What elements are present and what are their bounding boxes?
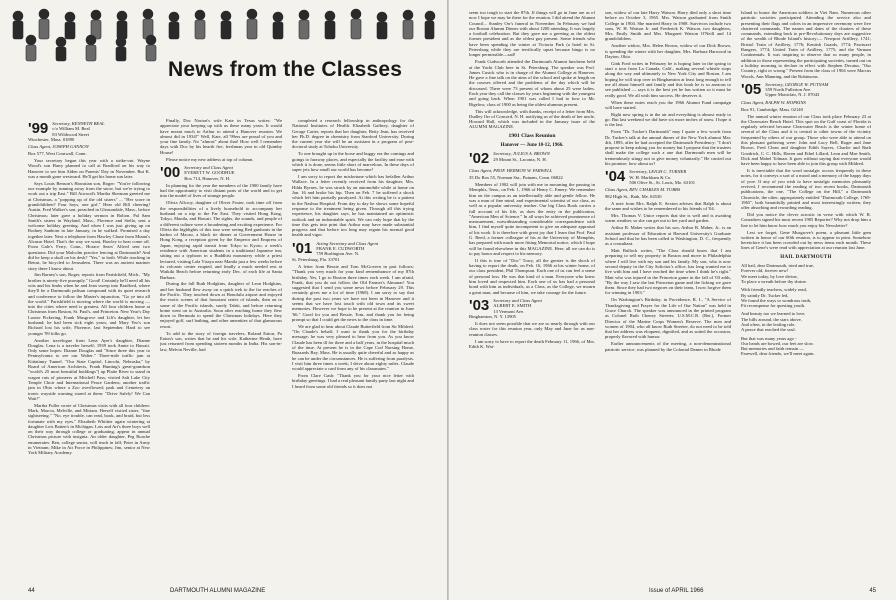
class-agent-address: Box 91, Cambridge, Mass. 02140 xyxy=(741,106,803,112)
poem-line: Farewell, dear friends, we'll meet again. xyxy=(741,351,815,357)
article-paragraph: Another travelogue from Lena Ayer's daughter, Dianne Douglas. Lena is a traveler herself; 1939 took Annie to Hawaii. Only some hopes: Dianne Douglas and "Since three this year to Pennsylvania to see our Walter." Three-mile traffic jam at Kittatinny Tunnel. "Our State Capitol, Lincoln, Nebraska," by Board of American Architects, Frank Hunting's great-grandson "world's 25 most beautiful buildings") up Platte River to stand in wagon ruts of pioneers at Mitchell Pass; visited Salt Lake City Temple Choir and International Peace Gardens; another traffic jam in Ohio where a Zoo overflowed; park and Cemetery an ironic wayside warning stared at them: "Drive Safely! We Can Wait!" xyxy=(28,337,150,401)
article-paragraph: Jim Barney's son, Roger, reports from Parishfield, Mich., "My brother is ninety-five promptly." Good! Certainly he'll need all his wits and his limbs when he and Jean sweep into Bradford, where they'll be a Dartmouth palisan compound with its quiet research and conference to follow the Master's injunction, "Go ye into all the world." Parishfield is moving where the world is moving — into the cities where need is greatest. All four children home at Christmas from Boston, St. Paul's, and Princeton. New Year's Day Louise Pickering, Frank Musgrove and Lili's daughter, let her husband; he had been sick eight years; and Mary Yeo's son Richard lost his wife, Florence, last September. Hard to see younger '99 folks go. xyxy=(28,272,150,336)
class-00-header xyxy=(160,165,282,181)
poem-title: HAIL DARTMOUTH xyxy=(780,254,832,260)
class-agent-address: 35 Do Box 55, Norman Sta., Putnam, Conn. 06822 xyxy=(469,175,563,181)
article-paragraph: Martha Fuller wrote of Christmas visits with all four children: Mark, Marcia, Melville, and Miriam. Herself visited sister, "fine sightseeing." "No, eye trouble, can read, book, and braid, but less fortunate with my eyes." Elizabeth Whittier again wintering at daughter Lois Batten's in Michigan. Lois and Art's three boys well on their way through college or graduating, appear in annual Christmas picture with insignia. An older daughter, Peg Roache enumerates: Ben, college senior, will teach in fall; Peter in Army in Vietnam; Mike in Air Force in Philippines; Jim, senior at New York Military Academy. xyxy=(28,402,150,456)
page-number: 44 xyxy=(28,588,35,594)
article-paragraph: Arthur B. Maher writes that his son, Arthur B. Maher, Jr., is an assistant professor of Education at Harvard University's Graduate School and that he has been called to Washington, D. C., frequently as a consultant. xyxy=(605,225,731,247)
poem-line: We found the ways to wondrous truth, xyxy=(741,297,812,303)
page-headline: News from the Classes xyxy=(168,58,403,81)
people-illustration xyxy=(6,4,436,64)
poem-line: But memories and faith remain — xyxy=(741,346,804,352)
right-page xyxy=(449,0,896,600)
article-paragraph: To one brought up in the horse and buggy era the comings and goings to faraway places, and especially the facility and ease with which it is done, seems little short of marvelous. In these days of super jets how small our world has become! xyxy=(292,151,414,173)
article-paragraph: Frank Cudworth attended the Dartmouth Alumni luncheon held at the Yacht Club here in St. Petersburg. The speaker was Prof. James Cusick who is in charge of the Alumni College at Hanover. He gave a fine talk on the aims of the school and spoke at length on the courses offered and the problems of the day which will be discussed. There were 73 present of whom about 25 were ladies. Each year they call the classes by years beginning with the youngest and going back. When 1901 was called I had to bow to Mr. Bigelow, class of 1900 as being the oldest alumnus present. xyxy=(469,59,595,107)
address-line: Binghamton, N. Y. 13905 xyxy=(469,313,516,319)
article-paragraph: Please notice my new address at top of column. xyxy=(166,156,254,162)
secretary-line: Secretary, JULIUS A. BROWN xyxy=(493,151,550,157)
article-paragraph: Matt Bullock writes, "The Class should know that I am preparing to sell my property in Boston and move to Philadelphia where I will live with my son and his family. My son, who is now second deputy in the City Solicitor's office, has long wanted me to live with him and I have reached the time when I think he's right." Matt who was injured in the Princeton game in the fall of '03 adds, "By the way I saw the last Princeton game and the licking we gave them. Since they had two negroes on their team, I now forgive them for winning in 1903." xyxy=(605,248,731,296)
address-line: c/o William M. Beal xyxy=(52,126,90,132)
class-01-header xyxy=(292,241,414,262)
article-paragraph: Island to honor the American soldiers in Viet Nam. Numerous other patriotic societies participated. Attending the service also and presenting their flags and colors in an impressive ceremony were five chartered commands. The names and dates of the charters of these commands, extending back to pre-Revolutionary days are suggestive of the wealth of Rhode Island's history:— Newport Artillery, 1741; Bristol Train of Artillery, 1776; Kentish Guards, 1774; Pawtuxet Rangers, 1774; United Train of Artillery, 1775; and the Varnum Continentals. It was inspiring to observe that so many people, in addition to those representing the participating societies, turned out on a holiday morning to declare in effect with Stephen Decatur, "Our Country, right or wrong." Present from the class of 1904 were Marcus Woods, Ann Manning, and the Robinsons. xyxy=(741,10,871,79)
article-paragraph: Olivia Allcroy, daughter of Oliver Foster, took time off from the responsibilities of a lively household to accompany her husband on a trip to the Far East. They visited Hong Kong, Tokyo, Manila, and Hawaii. The sights, the sounds, and people of a different culture were a broadening and exciting experience. For Olivia the highlights of this tour were seeing Red gunboats in the harbor of Macao, a black tie dinner at Government House in Hong Kong, a reception given by the Emperor and Empress of Japan, enjoying rapid transit from Tokyo to Kyoto, a week's residence with American students in a traditional Japanese inn, sitting out a typhoon in a Buddhist monastery while a priest lectured, visiting Lala Visaya near Manila just a few weeks before its volcanic center erupted, and finally a much needed rest at Waikiki Beach before returning early Dec. of each life at Santa Barbara. xyxy=(160,200,282,280)
class-agent-line: Class Agent, RALPH W. HOPKINS xyxy=(741,99,806,105)
page-number: 45 xyxy=(869,588,876,594)
left-column-1 xyxy=(28,118,150,586)
poem-line: With friendly teachers, widely read, xyxy=(741,287,807,293)
poem xyxy=(741,263,871,357)
address-line: 506 Olive St., St. Louis, Mo. 63101 xyxy=(629,179,695,185)
article-paragraph: Your secretary began this year with a strike-out. Wayne Wood's son Harry planned to call at Bradford on his way to Hanover to see him Alden on Parents' Day in November. But K. was a month gone westward. He'll get his home run later. xyxy=(28,157,150,179)
secretary-name: EVERETT W. GOODHUE xyxy=(184,170,235,176)
left-column-2 xyxy=(160,118,282,586)
article-paragraph: Members of 1902 will join with me in mourning the passing in Memphis, Tenn., on Feb. 1, 1966 of Henry C. Emery. We remember him on the campus as an intellectually able and gentle fellow. He was a man of fine mind, and experimental scientist of our class, as well as a popular university teacher. Our big Class Book carries a full account of his life, as does the entry in the publication, "American Men of Science." In all ways he achieved prominence of measurement, notwithstanding considerable correspondence with him, I find myself quite incompetent to give an adequate appraisal of his work. It is therefore with great joy that I learn that Prof. Paul G. Reed, a former colleague of his at the University of Memphis, has prepared with much more fitting Memorial notice, which I hope will be found elsewhere in this MAGAZINE. Here, all we can do is to pay honor and respect to his memory. xyxy=(469,182,595,256)
poem-line: Fit recompense for questing youth. xyxy=(741,303,806,309)
article-paragraph: Says Louis Benson's Hawaiian son, Roger: "You're following our example by running away from the snow, but we're trying to work out a trip East." Bill Atwood's Martha Sherman greeted me at Christmas, a "popping up of the old sisters" ... "Her score in grandchildren? Four boys, one girl." Hear old Bill cheering! Austin, Fred Walker's son, preached in Gleasondale, Mass., before Christmas; later gave a holiday sermon in Bolton. Pal Sam Smith's sisters in Wayland, Mass., Florence and Stella, sent a welcome holiday greeting. And when I was just giving up on Rodney Sanborn in late January, in he walked. Promised a day together later. Next a telephone from Hawley Chase from Miami's Alcazar Hotel. That's the way we want, Hawley to hear come off. From Gale's Ferry, Conn., Horace Sears' Alfred sent two questions: Did your Malcolm practice fencing at Dartmouth? And did he keep a skull on his desk? "Yes," to both. While teaching in Beirut, he bicycled to Jerusalem. There was an ancient mariner story there I know about. xyxy=(28,180,150,271)
right-column-2 xyxy=(605,10,731,584)
class-year: '04 xyxy=(605,169,626,186)
secretary-name: ALBERT E. SMITH xyxy=(493,303,532,309)
address-line: 83 Wildwood Street xyxy=(52,131,89,137)
poem-line: To place a wreath before thy shrine. xyxy=(741,278,807,284)
poem-line: And often, in the leafing role, xyxy=(741,322,796,327)
article-paragraph: son, widow of our late Harry Watson. Harry died only a short time before on October 3, 1965. Mrs. Watson graduated from Smith College in 1904. She married Harry in 1908. Survivors include two sons, W. H. Watson Jr. and Frederick K. Watson, two daughters, Mrs. Emily Smith and Mrs. Margaret Watson O'Neill and 14 grandchildren. xyxy=(605,10,731,42)
article-paragraph: I am sorry to report the misfortune which has befallen Arthur Wallace. In a letter recently received from his daughter, Mrs. Hilda Byrnes, he was struck by an automobile while at home on Jan. 16 and broke his hip. Then on Feb. 7 he suffered a shock which left him partially paralyzed. At this writing he is a patient in the Nashua Hospital. From day to day he shows some hopeful response to the treatment being given. Through all this trying experience, his daughter says, he has maintained an optimistic outlook and an indomitable spirit. We can only hope that by the time this gets into print that Arthur may have made substantial progress and that before too long may regain his normal good health and vigor. xyxy=(292,174,414,238)
secretary-line: Secretary, LEIGH C. TURNER xyxy=(629,169,687,175)
class-02-header xyxy=(469,151,595,166)
poem-line: Forever old, forever new! xyxy=(741,268,789,274)
poem-line: By saintly Dr. Tucker led, xyxy=(741,292,789,298)
secretary-name: FRANK E. CUDWORTH xyxy=(316,246,365,252)
address-line: Upper Montclair, N. J. 07043 xyxy=(765,92,820,98)
class-year: '02 xyxy=(469,151,490,167)
address-line: 13 Vermont Ave. xyxy=(493,308,525,314)
footer-title: Issue of APRIL 1966 xyxy=(649,588,704,594)
class-04-header xyxy=(605,169,731,185)
article-paragraph: Right now spring is in the air and everything is almost ready to go. But last weekend we did have six more inches of snow. I hope it is the last. xyxy=(605,111,731,128)
article-paragraph: I am sorry to have to report the death February 11, 1966, of Mrs. Edith K. Wat- xyxy=(469,338,595,349)
class-agent-line: Class Agent, PROF. HERMON W. FARWELL xyxy=(469,168,553,174)
address-line: 759 Burlington Ave. N. xyxy=(316,251,360,257)
article-paragraph: This will acknowledge, with thanks, receipt of a letter from Mrs. Dudley Orr of Concord, N. H. notifying us of the death of her uncle, Howard Hall, which was included in the January issue of the ALUMNI MAGAZINE. xyxy=(469,108,595,130)
address-line: Winchester, Mass. 01890 xyxy=(28,136,75,142)
secretary-line: Secretary and Class Agent xyxy=(493,297,542,303)
article-paragraph: From Clare Gash: "Thank you for your nice letter with birthday greetings. I had a real pleasant family party last night and I heard from some old friends so it does not xyxy=(292,373,414,389)
article-paragraph: We are glad to hear about Claude Butterfield from Sir Mildred. "On Claude's behalf, I want to thank you for the birthday message; he was very pleased to hear from you. As you know Claude has been ill for three and a half years, in the hospital much of the time. At present he is in the Cape Cod Nursing Home, Buzzards Bay, Mass. He is usually quite cheerful and as happy as he can be under the circumstances. He is suffering from paralysis. I visit him three times a week; I drive about eighty miles. Claude would appreciate a card from any of his classmates." xyxy=(292,323,414,372)
address-line: W. H. Markham & Co. xyxy=(629,174,672,180)
article-paragraph: Earlier announcements of the meeting, a non-denominational patriotic service, was planned by the Colonial Dames in Rhode xyxy=(605,341,731,352)
poem-line: The hills around, the stars above, xyxy=(741,316,802,322)
article-paragraph: If this is true of "Doc" Tracy, all the greater is the shock of having to report the death, on Feb. 16, 1966 at his winter home, of our class president, Phil Thompson. Each one of us can feel a sense of personal loss. He was that kind of a man. Everyone who knew him loved and respected him. Each one of us has had a personal bond with him as individuals, as a Class, as the College, we mourn a great man, and because of him, we take courage for the future. xyxy=(469,257,595,295)
article-paragraph: It does not seem possible that we are so nearly through with our class roster for this reunion year, only May and June for us non-reunion classes. xyxy=(469,321,595,337)
secretary-line: Secretary, GEORGE W. PUTNAM xyxy=(765,81,829,87)
class-03-header xyxy=(469,298,595,319)
article-paragraph: completed a research fellowship in anthropology for the National Institutes of Health. Elizabeth Gaffney, daughter of George Carter, reports that her daughter, Betty Jean, has received her Ph.D. degree in chemistry from Stanford University. During the current year she will be an assistant in a program of post-doctoral study at Tohoku University. xyxy=(292,118,414,150)
class-agent-line: Class Agent, REV. CHARLES M. TUBBS xyxy=(605,187,681,193)
class-agent-line: Class Agent, JOSEPH GANNON xyxy=(28,144,89,150)
right-column-3 xyxy=(741,10,871,584)
address-line: 29 Mount St., Laconia, N. H. xyxy=(493,156,547,162)
article-paragraph: Mrs. Thomas V. Unice reports that she is well and is awaiting warm weather, so she can get out to her yard and garden. xyxy=(605,213,731,224)
poem-line: But that was many years ago - xyxy=(741,335,797,341)
address-line: St. Petersburg, Fla. 33701 xyxy=(292,256,340,262)
secretary-line: Acting Secretary and Class Agent xyxy=(316,240,379,246)
article-paragraph: From "Dr. Tucker's Dartmouth" may I quote a few words from Dr. Tucker's talk at the annual dinner of the New York alumni Mar. 4th, 1893, after he had accepted the Dartmouth Presidency: "I don't propose to keep asking you for money but I propose that the trustees shall make the college such a one that Dartmouth men will be tremendously stingy not to give money voluntarily." He carried out his promise; how about us? xyxy=(605,129,731,166)
article-paragraph: seem too tough to start the 87th. If things will go in June are as of now I hope we may be there for the reunion. I did attend the Alumni Council... Stanley Orr's funeral in November. In February we had our Boston Alumni Dinner with about 1200 attending. It was largely a football celebration. But they gave me a greeting as the oldest former president and as the oldest guy present. Some friends who have been spending the winter at Victoria Park (a hotel in St. Petersburg while they are terrifically upset because bingo is no longer permissible—sad! xyxy=(469,10,595,58)
class-99-header xyxy=(28,121,150,142)
poem-line: And beauty too we learned to love, xyxy=(741,311,806,317)
right-column-1 xyxy=(469,10,595,584)
secretary-line: Secretary, KENNETH BEAL xyxy=(52,121,105,126)
secretary-line: Secretary and Class Agent xyxy=(184,164,233,170)
article-paragraph: The annual winter reunion of our Class took place February 23 at the Clearwater Beach Hotel. This spot on the Gulf coast of Florida is regularly selected because Clearwater Beach is the winter home of several of the Class and it is central to other towns of the vicinity frequented by others of our group. Those who were able to attend on this pleasant gathering were: John and Lucy Bell, Roger and Jane Brown, Fred Clean and daughter Edith Sayres, Charlie and Ruth Goodrich, C. C. Hills, Haven and Ethel Lillard, Leon and Mae Smith, Dick and Mabel Tolman. It goes without saying that everyone would have been happy to have been able to join this group with Mildred. xyxy=(741,113,871,167)
article-paragraph: Did you notice the clever acrostic in verse with which W. R. Conradsen signed his most recent 1905 Reporter? Why not drop him a line to let him know how much you enjoy his Newsletter? xyxy=(741,212,871,228)
class-year: '05 xyxy=(741,81,762,98)
article-paragraph: Gink Ford writes in February he is hoping later in the spring to start a tour from La Canada, Calif., making several whistle stops along the way and ultimately to New York City and Boston. I am hoping he will stop over in Binghamton at least long enough to tell me all about himself and family and this book he is so anxious to see published — says it is the best yet he has written so it must be really good. We all wish him success. He deserves it. xyxy=(605,60,731,98)
class-year: '01 xyxy=(292,240,313,257)
article-paragraph: A letter from Bessie and Tom McGovern in part follows: "Thank you very much for your kind remembrance of my 87th birthday. Yes, I go to Boston three times each week. I am afraid, Frank, that you do not follow the Old Farmer's Almanac! You suggested that I send you some news before February 29. This certainly gives me a lot of time (1968). I am sorry to say that during the past two years we have not been in Hanover and it seems that we have lost touch with old town and its sweet memories. However we hope to be present at the reunion in June '66." Good for you and Bessie, Tom, and thank you for being prompt so that I could get the news to the class in time. xyxy=(292,263,414,322)
article-paragraph: It is inevitable that the word nostalgic occurs frequently in these notes, for it conveys a sort of a mood and a memory of the happy days of yore. If any of you wish to have nostalgic memories pleasantly revived, I recommend the reading of two recent books, Dartmouth publications, the one, "The College on the Hill," a Dartmouth Chronicle, the other, appropriately entitled "Dartmouth College, 1769-1965", both beautifully printed and most interestingly written, they offer absorbing and rewarding reading. xyxy=(741,168,871,211)
poem-line: A peace that reached the soul. xyxy=(741,327,796,333)
article-paragraph: In planning for the year the members of the 1900 family have had the opportunity to visit distant parts of the world and to get into the model of lives of strange people. xyxy=(160,182,282,199)
reunion-title: 1901 Class Reunion xyxy=(508,132,556,139)
class-agent-address: Box 577, West Cornwall, Conn. xyxy=(28,151,87,157)
article-paragraph: Lest we forget, Gene Musgrove's poem, a pleasant little gem written in honor of our 60th reunion, is to appear in print. Somehow heretofore it has been crowded out by news items each month. These lines of Gene's were read with appreciation at our reunion last June. xyxy=(741,229,871,251)
reunion-dates: Hanover — June 10-12, 1966. xyxy=(500,143,564,149)
article-paragraph: A note from Mrs. Ralph E. Sexton advises that Ralph is about the same and wishes to be remembered to his friends of '04. xyxy=(605,200,731,212)
class-year: '00 xyxy=(160,164,181,181)
article-paragraph: When these notes reach you the 1966 Alumni Fund campaign will have started. xyxy=(605,99,731,110)
poem-line: All hail, dear Dartmouth, tried and true, xyxy=(741,263,815,269)
class-year: '03 xyxy=(469,297,490,314)
class-05-header xyxy=(741,82,871,98)
article-paragraph: On Washington's Birthday, in Providence, R. I., "A Service of Thanksgiving and Prayer for the Life of Our Nation" was held in Grace Church. The speaker was announced in the printed program as Colonel Ruth Cheney Streeter, U.S.M.C.R. (Ret.), Former Director of the Marine Corps Women's Reserve. The men and women of 1904, who all know Ruth Streeter, do not need to be told that her address was eloquent, dignified, and as suited the occasion, properly flavored with humor. xyxy=(605,297,731,340)
footer-title: DARTMOUTH ALUMNI MAGAZINE xyxy=(170,588,266,594)
article-paragraph: To add to the story of foreign travelers, Roland Eaton, Pa Eaton's son, writes that he and his wife, Katherine Heath, have just returned from spending sixteen months in India. His son-in-law, Melvin Neville, had xyxy=(160,330,282,352)
address-line: Box 714, Hanover, N. H. xyxy=(184,175,231,181)
article-paragraph: During the fall Ruth Hodgkins, daughter of Leon Hodgkins, and her husband flew away on a quick trek to the far reaches of the Pacific. They touched down at Honolulu airport and enjoyed the exotic scenes of that luxuriant series of islands, then on to some of the Pacific islands, surely Tahiti, and before returning home went on to Australia. Soon after reaching home they flew down to Bermuda to spend the Christmas holidays. Here they enjoyed golf, surf bathing, and other amenities of that glamorous resort. xyxy=(160,281,282,329)
left-column-3 xyxy=(292,118,414,586)
poem-line: We meet today, by love divine, xyxy=(741,273,798,279)
class-year: '99 xyxy=(28,121,49,137)
poem-line: Our heads are bowed, our feet are slow. xyxy=(741,340,814,346)
class-agent-address: 982 High St., Bath, Me. 04530 xyxy=(605,194,662,200)
article-paragraph: Another widow, Mrs. Helen Brown, widow of our Dick Brown, is spending the winter with her daughter, Mrs. Barbara Harwood in Dayton, Ohio. xyxy=(605,43,731,59)
article-paragraph: Finally, Doc Norton's wife Kate in Texas writes: "We appreciate your keeping up with us these many years. It would have meant much to Arthur to attend a Hanover reunion. We almost did in 1934!" Well, Kate, all '99ers are proud of you and your fine family. No "almost" about that! How well I remember days with Doc by his hearth fire, freshman year in old Quimby House! xyxy=(160,118,282,155)
address-line: 359 North Fullerton Ave. xyxy=(765,87,812,93)
